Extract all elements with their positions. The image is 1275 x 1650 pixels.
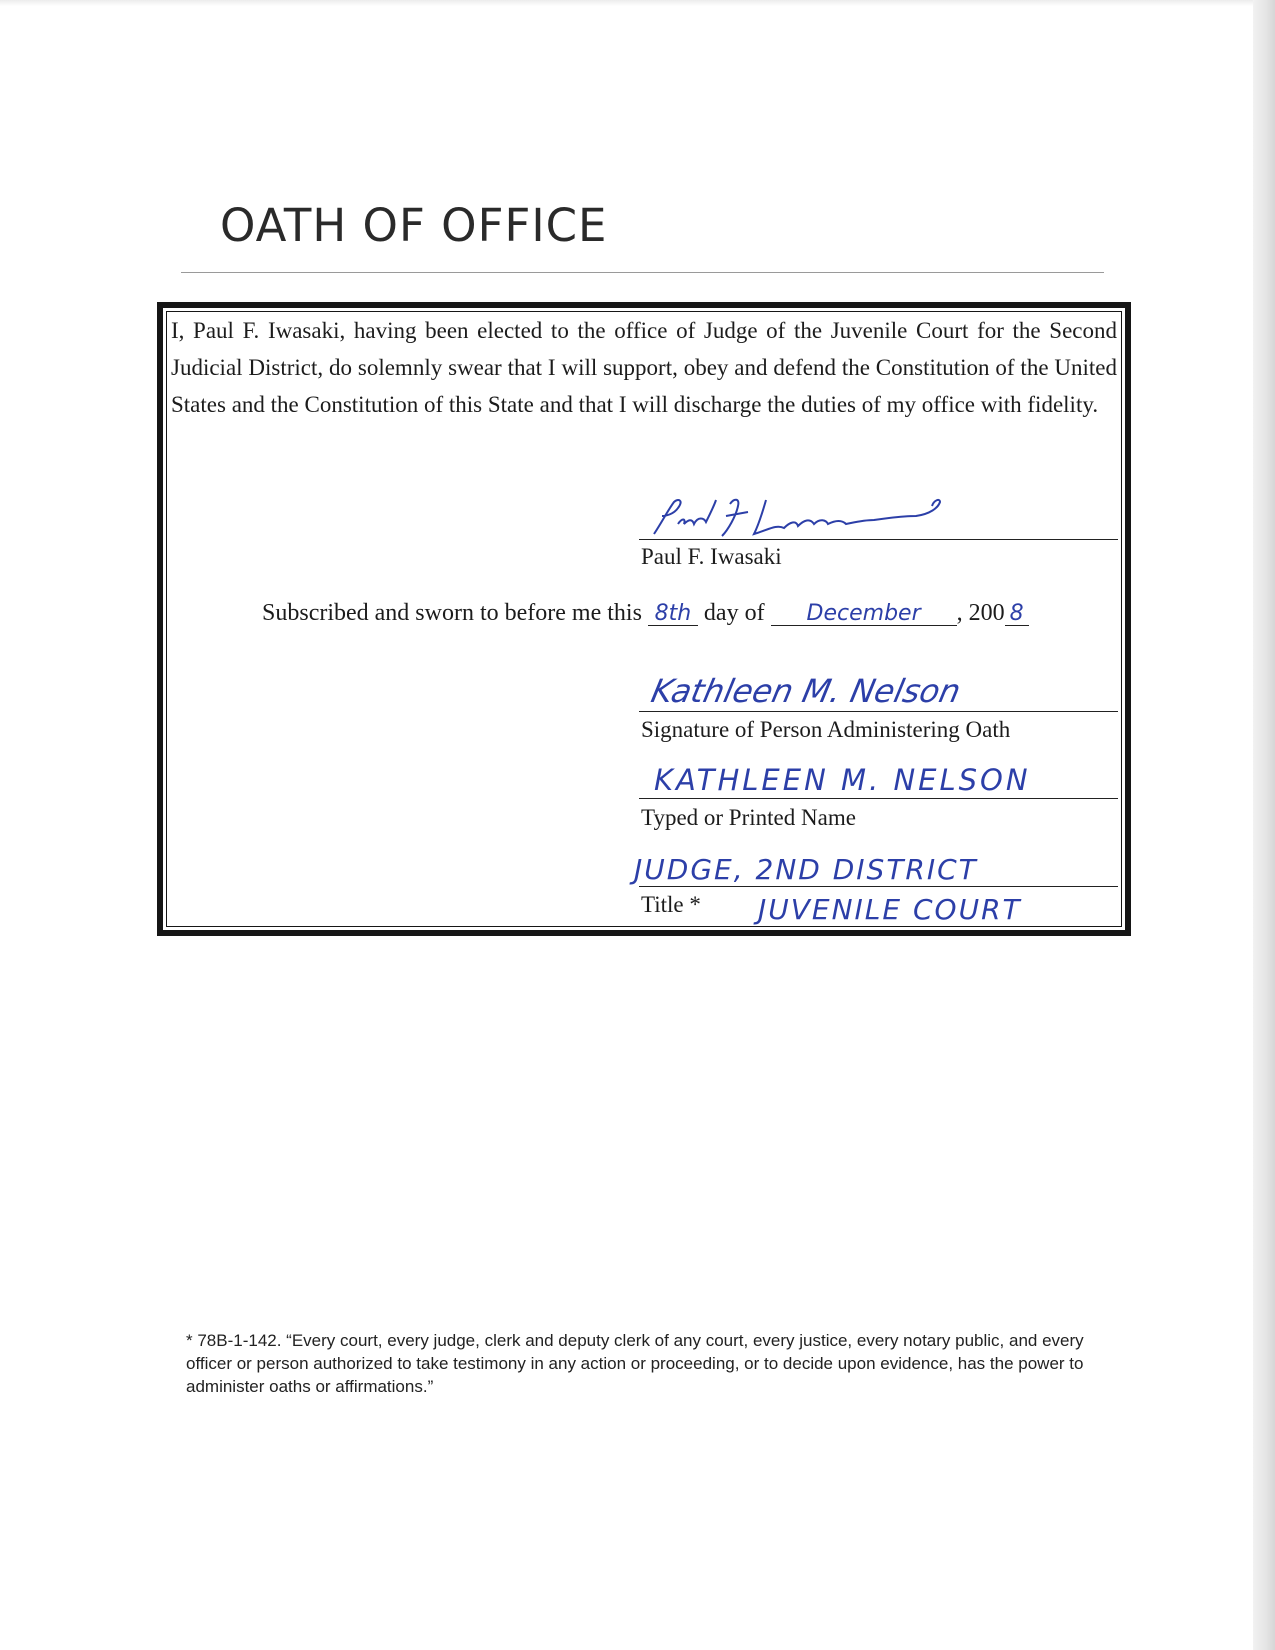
scan-right-edge bbox=[1253, 0, 1275, 1650]
affiant-signature bbox=[648, 494, 1008, 542]
day-value: 8th bbox=[654, 601, 692, 626]
administrator-signature: Kathleen M. Nelson bbox=[647, 672, 965, 710]
administrator-signature-line bbox=[639, 711, 1118, 712]
year-prefix: , 200 bbox=[956, 600, 1005, 626]
month-value: December bbox=[806, 601, 921, 626]
administrator-title-line1: JUDGE, 2ND DISTRICT bbox=[634, 853, 978, 886]
oath-statement: I, Paul F. Iwasaki, having been elected to the office of Judge of the Juvenile Court for the Second Judicial District, do solemnly swear that I will support, obey and defend the Constitution of the United States and the Constitution of this State and that I will discharge the duties of my office with fidelity. bbox=[171, 318, 1117, 417]
title-caption: Title * bbox=[641, 892, 701, 917]
page-title: OATH OF OFFICE bbox=[220, 199, 608, 252]
administrator-signature-caption: Signature of Person Administering Oath bbox=[641, 717, 1011, 742]
subscribed-prefix: Subscribed and sworn to before me this bbox=[262, 600, 642, 626]
printed-name-caption: Typed or Printed Name bbox=[641, 805, 856, 830]
affiant-signature-line bbox=[639, 539, 1118, 540]
day-of-label: day of bbox=[703, 600, 765, 626]
title-divider bbox=[181, 272, 1104, 273]
day-blank bbox=[648, 601, 698, 626]
affiant-printed-name: Paul F. Iwasaki bbox=[641, 544, 782, 569]
administrator-title-line2: JUVENILE COURT bbox=[758, 893, 1022, 926]
subscribed-sworn-line bbox=[262, 601, 1029, 626]
statute-footnote: * 78B-1-142. “Every court, every judge, clerk and deputy clerk of any court, every justice, every notary public, and every officer or person authorized to take testimony in any action or proceeding, or to decide upon evidence, has the power to administer oaths or affirmations.” bbox=[186, 1331, 1084, 1396]
printed-name-line bbox=[639, 798, 1118, 799]
scan-top-edge bbox=[0, 0, 1275, 6]
title-line bbox=[639, 886, 1118, 887]
month-blank bbox=[771, 601, 957, 626]
year-blank bbox=[1005, 601, 1029, 626]
year-digit: 8 bbox=[1009, 601, 1024, 626]
administrator-printed-name: KATHLEEN M. NELSON bbox=[654, 763, 1031, 797]
